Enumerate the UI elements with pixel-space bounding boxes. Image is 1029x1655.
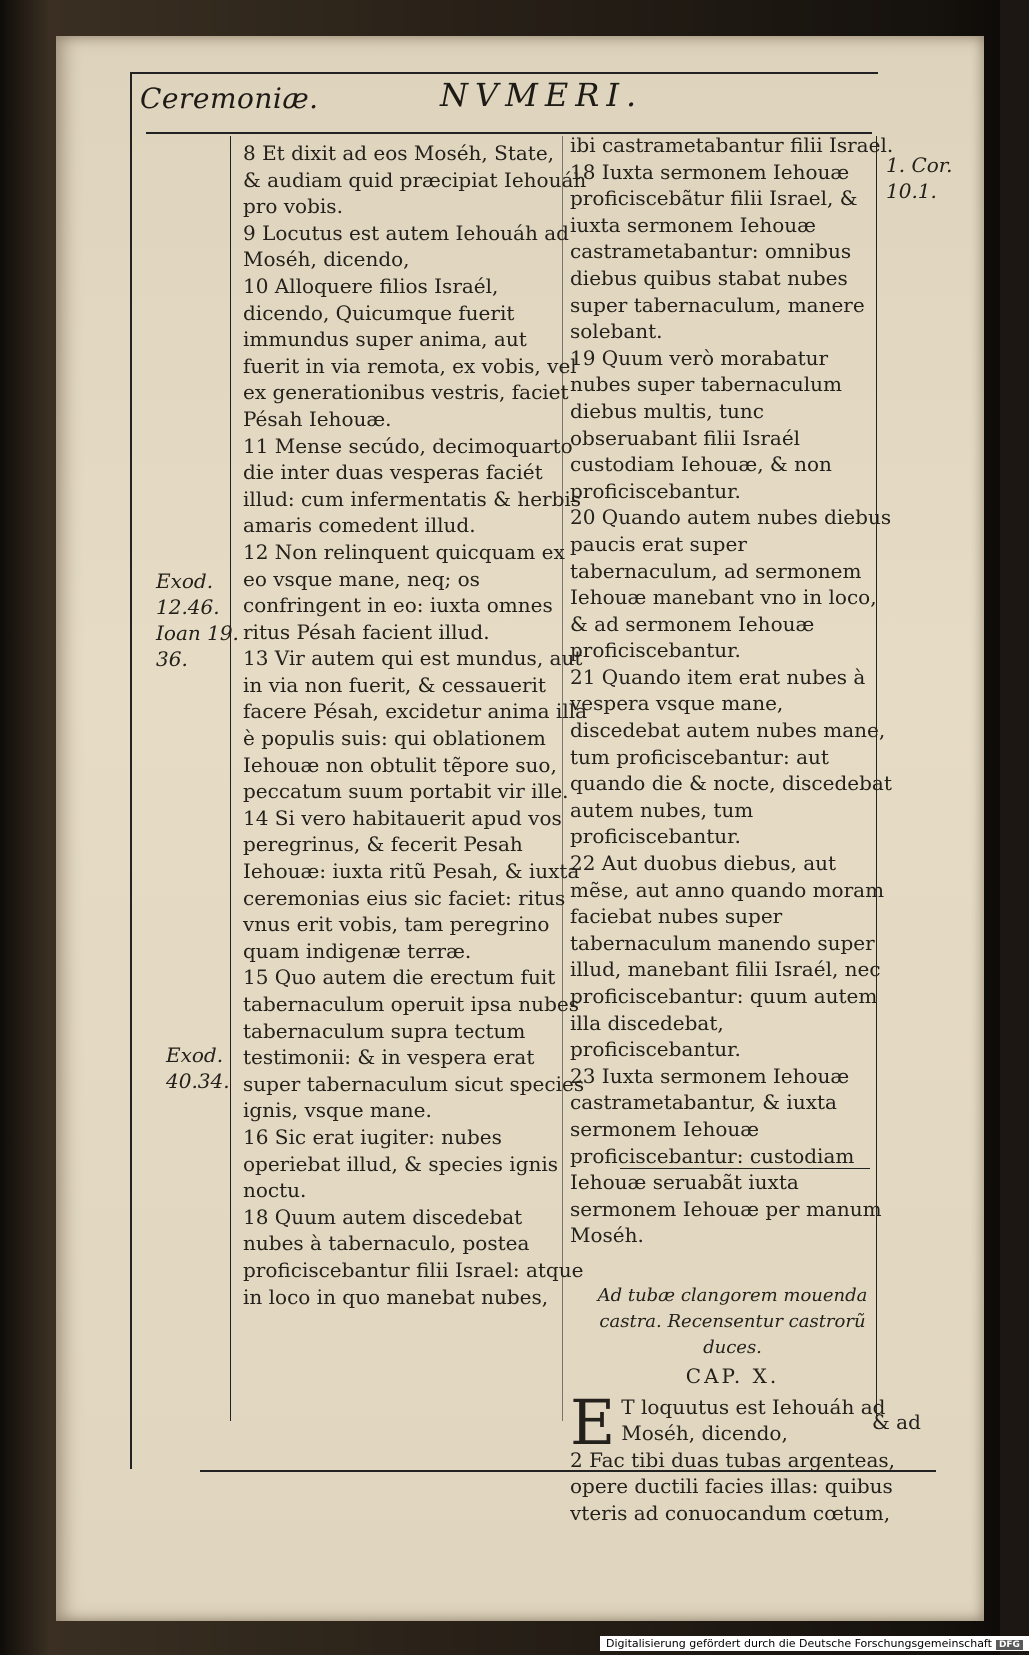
verse-22: 22 Aut duobus diebus, aut mẽse, aut anno quando moram faciebat nubes super tabernaculum manendo super illud, manebant filii Israél, nec proficiscebantur: quum autem illa discedebat, proficiscebantur. xyxy=(570,851,885,1062)
margin-note-exod-40 xyxy=(166,1042,230,1094)
verse-11: 11 Mense secúdo, decimoquarto die inter duas vesperas faciét illud: cum infermentatis & herbis amaris comedent illud. xyxy=(243,433,582,538)
verse-19: 19 Quum verò morabatur nubes super tabernaculum diebus multis, tunc obseruabant filii Israél custodiam Iehouæ, & non proficiscebantur. xyxy=(570,345,843,503)
verse-17-cont: ibi castrametabantur filii Israel. xyxy=(570,133,894,157)
top-rule xyxy=(130,72,878,74)
verse-13: 13 Vir autem qui est mundus, aut in via non fuerit, & cessauerit facere Pésah, excidetur anima illa è populis suis: qui oblationem Iehouæ non obtulit tẽpore suo, peccatum suum portabit vir ille. xyxy=(243,646,588,804)
margin-note-line: 10.1. xyxy=(886,179,937,203)
drop-cap: E xyxy=(570,1385,616,1459)
verse-15: 15 Quo autem die erectum fuit tabernaculum operuit ipsa nubes tabernaculum supra tectum testimonii: & in vespera erat super tabernaculum sicut species ignis, vsque mane. xyxy=(243,965,585,1123)
running-head-left: Ceremoniæ. xyxy=(140,82,319,115)
verse-10: 10 Alloquere filios Israél, dicendo, Quicumque fuerit immundus super anima, aut fuerit in via remota, ex vobis, vel ex generationibus vestris, faciet Pésah Iehouæ. xyxy=(243,273,577,431)
frame-left-vertical xyxy=(130,74,132,1469)
right-text-column xyxy=(570,132,895,1527)
verse-21: 21 Quando item erat nubes à vespera vsque mane, discedebat autem nubes mane, tum proficiscebantur: aut quando die & nocte, discedebat autem nubes, tum proficiscebantur. xyxy=(570,664,892,849)
margin-note-line: 12.46. xyxy=(156,595,220,619)
chapter-x-verse-1 xyxy=(570,1385,895,1459)
verse-12: 12 Non relinquent quicquam ex eo vsque mane, neq; os confringent in eo: iuxta omnes ritus Pésah facient illud. xyxy=(243,539,565,644)
dfg-footer xyxy=(600,1636,1029,1651)
running-head-title: NVMERI. xyxy=(440,76,644,114)
verse-20: 20 Quando autem nubes diebus paucis erat super tabernaculum, ad sermonem Iehouæ manebant vno in loco, & ad sermonem Iehouæ proficiscebantur. xyxy=(570,505,892,663)
margin-note-line: Exod. xyxy=(166,1043,224,1067)
left-text-column xyxy=(243,140,588,1310)
verse-8-cont: & audiam quid præcipiat Iehouáh pro vobis. xyxy=(243,167,587,219)
margin-note-line: Ioan 19. xyxy=(156,621,239,645)
margin-note-line: 36. xyxy=(156,647,188,671)
inner-left-vertical xyxy=(230,136,231,1421)
margin-note-line: 1. Cor. xyxy=(886,153,953,177)
chapter-x-verse-2: 2 Fac tibi duas tubas argenteas, opere ductili facies illas: quibus vteris ad conuocandum cœtum, xyxy=(570,1447,895,1525)
chapter-summary: Ad tubæ clangorem mouenda castra. Recensentur castrorũ duces. xyxy=(597,1284,868,1358)
verse-14: 14 Si vero habitauerit apud vos peregrinus, & fecerit Pesah Iehouæ: iuxta ritũ Pesah, & iuxta ceremonias eius sic faciet: ritus vnus erit vobis, tam peregrino quam indigenæ terræ. xyxy=(243,805,580,963)
margin-note-1-cor xyxy=(886,152,953,204)
dfg-logo: DFG xyxy=(996,1640,1023,1650)
chapter-title: CAP. X. xyxy=(685,1363,780,1388)
margin-note-exod-12 xyxy=(156,568,239,672)
verse-1-text: T loquutus est Iehouáh ad Moséh, dicendo, xyxy=(621,1394,886,1446)
verse-8: 8 Et dixit ad eos Moséh, State, xyxy=(243,141,555,165)
catchword: & ad xyxy=(872,1410,921,1434)
verse-23: 23 Iuxta sermonem Iehouæ castrametabantur, & iuxta sermonem Iehouæ proficiscebantur: custodiam Iehouæ seruabãt iuxta sermonem Iehouæ per manum Moséh. xyxy=(570,1063,882,1248)
margin-note-line: 40.34. xyxy=(166,1069,230,1093)
margin-note-line: Exod. xyxy=(156,569,214,593)
verse-9: 9 Locutus est autem Iehouáh ad Moséh, dicendo, xyxy=(243,220,569,272)
verse-16: 16 Sic erat iugiter: nubes operiebat illud, & species ignis noctu. xyxy=(243,1124,559,1203)
verse-18: 18 Iuxta sermonem Iehouæ proficiscebãtur filii Israel, & iuxta sermonem Iehouæ castrametabantur: omnibus diebus quibus stabat nubes super tabernaculum, manere solebant. xyxy=(570,159,865,344)
verse-17: 18 Quum autem discedebat nubes à tabernaculo, postea proficiscebantur filii Israel: atque in loco in quo manebat nubes, xyxy=(243,1204,584,1309)
footer-text: Digitalisierung gefördert durch die Deutsche Forschungsgemeinschaft xyxy=(606,1637,992,1650)
